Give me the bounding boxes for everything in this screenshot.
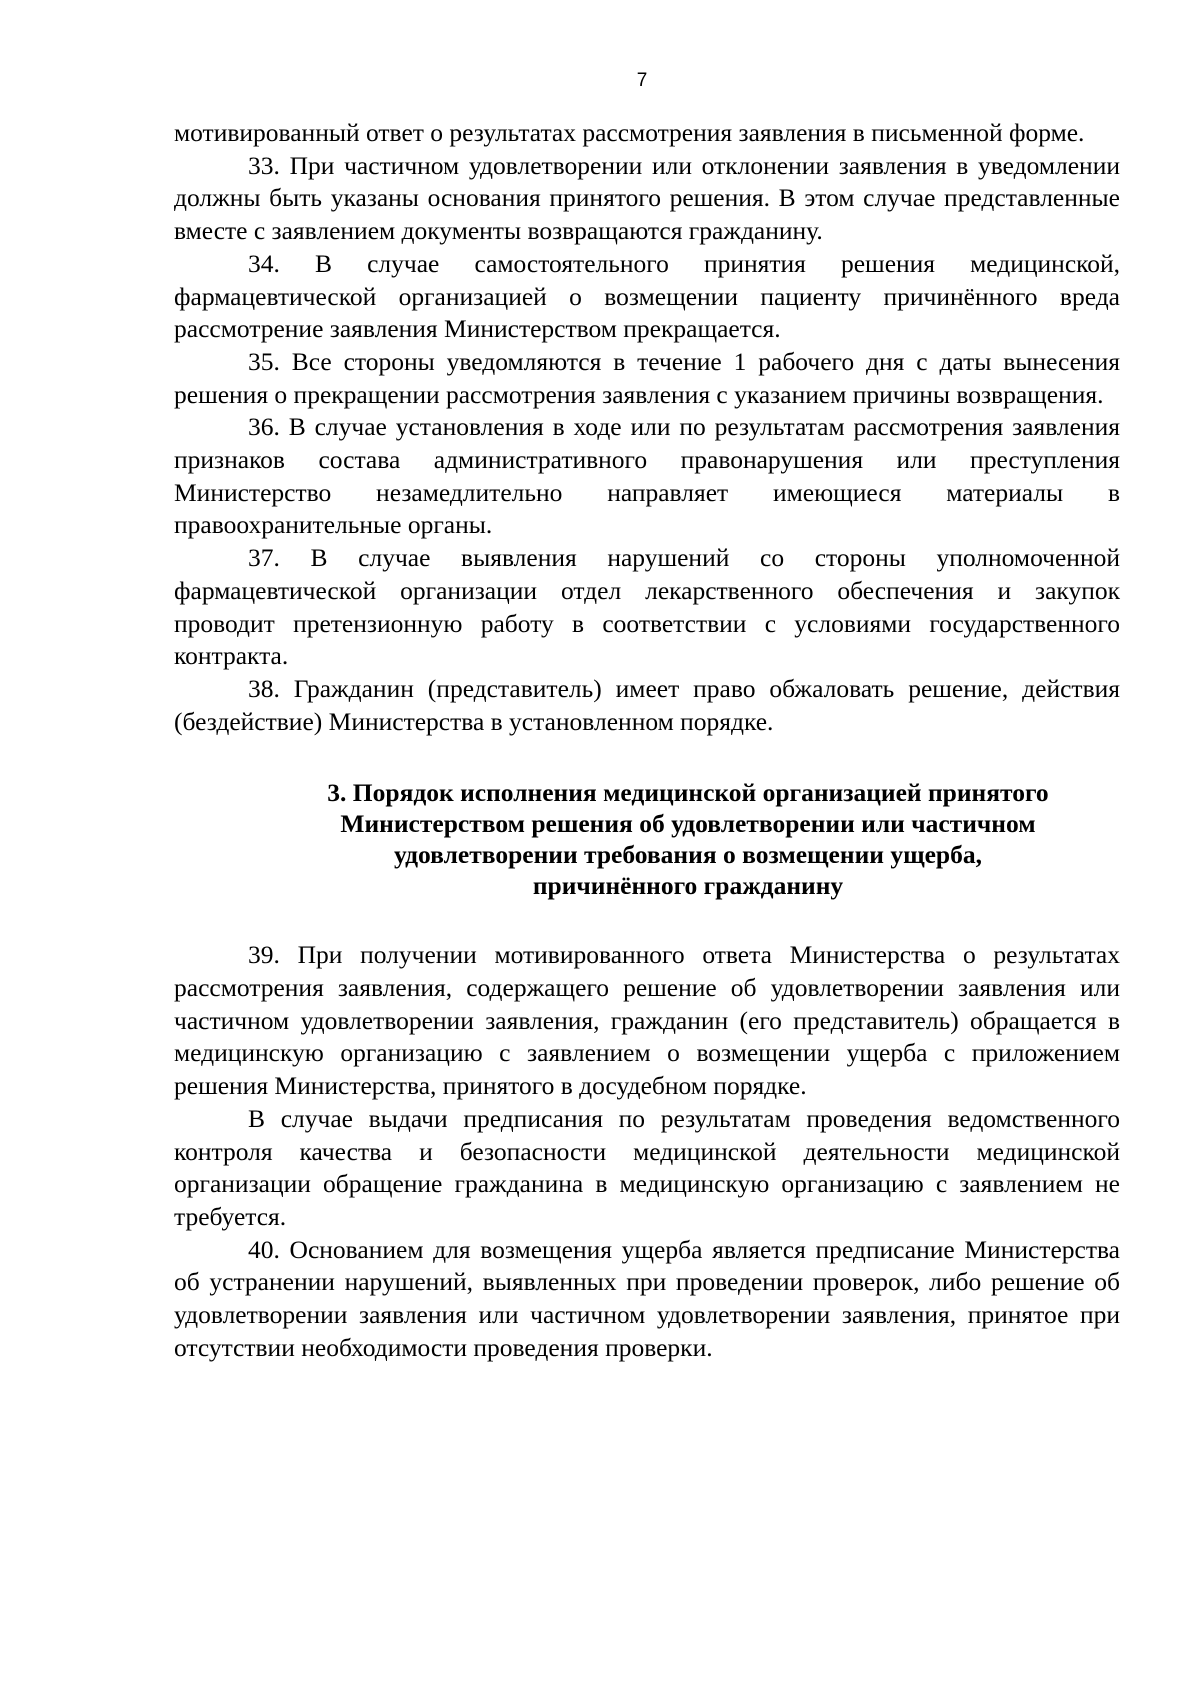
paragraph-39-note: В случае выдачи предписания по результатам проведения ведомственного контроля качества и безопасности медицинской деятельности медицинской организации обращение гражданина в медицинскую организацию с заявлением не требуется.	[174, 1103, 1120, 1231]
page-number: 7	[636, 70, 648, 91]
section-heading-line: причинённого гражданину	[532, 871, 844, 901]
paragraph-38: 38. Гражданин (представитель) имеет право обжаловать решение, действия (бездействие) Министерства в установленном порядке.	[174, 673, 1120, 736]
paragraph-39: 39. При получении мотивированного ответа Министерства о результатах рассмотрения заявления, содержащего решение об удовлетворении заявления или частичном удовлетворении заявления, гражданин (его представитель) обращается в медицинскую организацию с заявлением о возмещении ущерба с приложением решения Министерства, принятого в досудебном порядке.	[174, 940, 1120, 1101]
document-body	[174, 117, 1120, 1365]
paragraph-37: 37. В случае выявления нарушений со стороны уполномоченной фармацевтической организации отдел лекарственного обеспечения и закупок проводит претензионную работу в соответствии с условиями государственного контракта.	[174, 543, 1120, 671]
paragraph-33: 33. При частичном удовлетворении или отклонении заявления в уведомлении должны быть указаны основания принятого решения. В этом случае представленные вместе с заявлением документы возвращаются гражданину.	[174, 150, 1120, 246]
paragraph-continuation: мотивированный ответ о результатах рассмотрения заявления в письменной форме.	[174, 118, 1085, 147]
paragraph-36: 36. В случае установления в ходе или по результатам рассмотрения заявления признаков состава административного правонарушения или преступления Министерство незамедлительно направляет имеющиеся материалы в правоохранительные органы.	[174, 412, 1120, 540]
section-heading-line: 3. Порядок исполнения медицинской организацией принятого	[327, 778, 1049, 808]
paragraph-35: 35. Все стороны уведомляются в течение 1 рабочего дня с даты вынесения решения о прекращении рассмотрения заявления с указанием причины возвращения.	[174, 346, 1120, 409]
section-heading	[174, 777, 1120, 901]
paragraph-34: 34. В случае самостоятельного принятия решения медицинской, фармацевтической организацией о возмещении пациенту причинённого вреда рассмотрение заявления Министерством прекращается.	[174, 248, 1120, 344]
paragraph-40: 40. Основанием для возмещения ущерба является предписание Министерства об устранении нарушений, выявленных при проведении проверок, либо решение об удовлетворении заявления или частичном удовлетворении заявления, принятое при отсутствии необходимости проведения проверки.	[174, 1234, 1120, 1362]
section-heading-line: Министерством решения об удовлетворении или частичном	[340, 809, 1036, 839]
section-heading-line: удовлетворении требования о возмещении ущерба,	[394, 840, 982, 870]
